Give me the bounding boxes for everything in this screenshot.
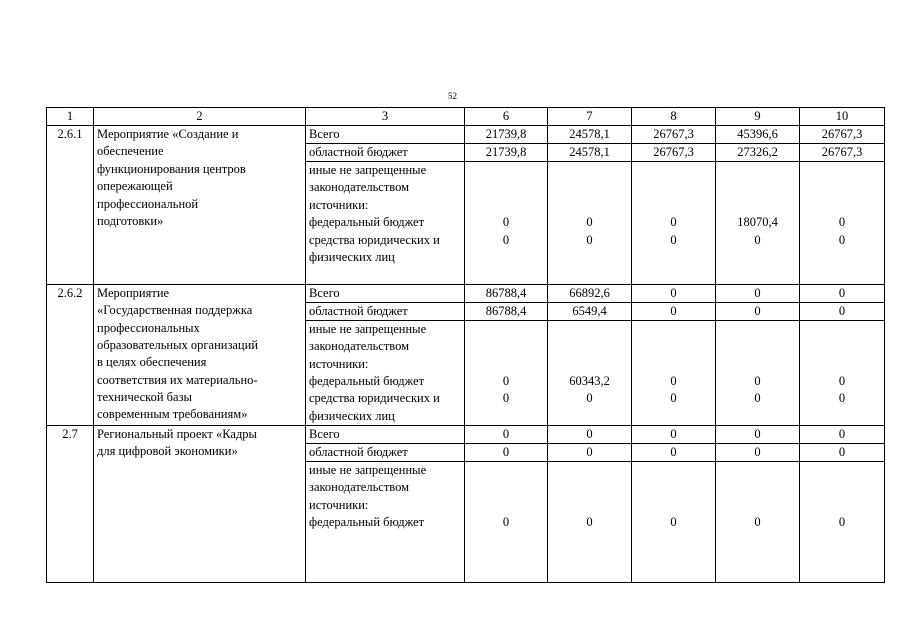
value-cell: 0	[800, 426, 885, 444]
source-line: иные не запрещенные	[309, 163, 427, 177]
value-stack	[548, 162, 632, 285]
value-cell: 0	[716, 284, 800, 302]
value-stack	[800, 162, 885, 285]
value-cell: 0	[502, 215, 510, 230]
value-cell: 0	[716, 426, 800, 444]
table-row	[47, 284, 885, 302]
value-cell: 26767,3	[800, 126, 885, 144]
source-label: Всего	[306, 284, 465, 302]
name-line: опережающей	[97, 179, 173, 194]
value-stack	[632, 162, 716, 285]
value-cell: 24578,1	[548, 144, 632, 162]
value-stack	[465, 320, 548, 425]
value-stack	[548, 320, 632, 425]
source-line: федеральный бюджет	[309, 215, 425, 230]
value-cell: 0	[838, 515, 846, 530]
row-name	[94, 126, 306, 285]
value-cell: 66892,6	[548, 284, 632, 302]
header-cell: 3	[306, 108, 465, 126]
value-stack	[465, 162, 548, 285]
table-row	[47, 426, 885, 444]
value-cell: 0	[632, 444, 716, 462]
name-line: Мероприятие «Создание и	[97, 127, 239, 141]
row-code: 2.6.1	[47, 126, 94, 285]
value-stack	[632, 462, 716, 583]
header-cell: 1	[47, 108, 94, 126]
value-cell: 0	[548, 426, 632, 444]
value-cell: 0	[502, 373, 510, 388]
source-line: средства юридических и	[309, 232, 440, 247]
value-cell: 0	[838, 373, 846, 388]
source-line: физических лиц	[309, 408, 395, 423]
value-cell: 0	[670, 373, 677, 388]
value-stack	[716, 320, 800, 425]
source-line: законодательством	[309, 180, 410, 195]
value-cell: 86788,4	[465, 302, 548, 320]
value-stack	[800, 462, 885, 583]
row-name	[94, 426, 306, 583]
name-line: Мероприятие	[97, 285, 170, 300]
other-sources	[306, 162, 465, 285]
source-line: средства юридических и	[309, 391, 440, 406]
value-cell: 0	[465, 426, 548, 444]
name-line: обеспечение	[97, 144, 164, 159]
value-cell: 0	[838, 232, 846, 247]
value-cell: 0	[838, 391, 846, 406]
source-line: источники:	[309, 197, 369, 212]
name-line: образовательных организаций	[97, 337, 259, 352]
name-line: подготовки»	[97, 213, 164, 228]
header-cell: 6	[465, 108, 548, 126]
value-cell: 0	[670, 515, 677, 530]
name-line: «Государственная поддержка	[97, 303, 253, 318]
value-cell: 0	[670, 232, 677, 247]
value-cell: 0	[716, 302, 800, 320]
source-line: иные не запрещенные	[309, 463, 427, 478]
value-cell: 0	[465, 444, 548, 462]
source-line: источники:	[309, 497, 369, 512]
value-cell: 26767,3	[632, 126, 716, 144]
value-cell: 0	[754, 373, 761, 388]
value-cell: 0	[502, 391, 510, 406]
value-stack	[632, 320, 716, 425]
value-stack	[716, 162, 800, 285]
value-cell: 0	[502, 515, 510, 530]
header-cell: 8	[632, 108, 716, 126]
value-cell: 0	[670, 215, 677, 230]
value-cell: 0	[670, 391, 677, 406]
value-cell: 21739,8	[465, 144, 548, 162]
source-line: федеральный бюджет	[309, 373, 425, 388]
header-cell: 9	[716, 108, 800, 126]
value-cell: 0	[800, 284, 885, 302]
value-cell: 0	[502, 232, 510, 247]
table-row	[47, 126, 885, 144]
source-label: областной бюджет	[306, 144, 465, 162]
value-cell: 0	[586, 515, 593, 530]
source-line: физических лиц	[309, 249, 395, 264]
other-sources	[306, 462, 465, 583]
name-line: технической базы	[97, 390, 192, 405]
value-cell: 0	[800, 444, 885, 462]
page-number: 52	[448, 91, 457, 101]
value-stack	[800, 320, 885, 425]
value-cell: 21739,8	[465, 126, 548, 144]
value-stack	[465, 462, 548, 583]
value-cell: 0	[586, 215, 593, 230]
other-sources	[306, 320, 465, 425]
value-cell: 0	[754, 515, 761, 530]
name-line: Региональный проект «Кадры	[97, 427, 257, 442]
value-cell: 0	[586, 232, 593, 247]
source-label: Всего	[306, 426, 465, 444]
source-line: федеральный бюджет	[309, 515, 425, 530]
row-code: 2.6.2	[47, 284, 94, 425]
budget-table	[46, 107, 885, 583]
value-cell: 60343,2	[569, 373, 610, 388]
header-cell: 2	[94, 108, 306, 126]
value-cell: 0	[632, 284, 716, 302]
row-code: 2.7	[47, 426, 94, 583]
name-line: в целях обеспечения	[97, 355, 207, 370]
source-line: законодательством	[309, 480, 410, 495]
value-cell: 0	[754, 232, 761, 247]
value-cell: 0	[800, 302, 885, 320]
header-row	[47, 108, 885, 126]
value-cell: 86788,4	[465, 284, 548, 302]
value-cell: 18070,4	[737, 215, 778, 230]
source-label: областной бюджет	[306, 444, 465, 462]
source-label: Всего	[306, 126, 465, 144]
value-cell: 27326,2	[716, 144, 800, 162]
value-cell: 0	[632, 302, 716, 320]
row-name	[94, 284, 306, 425]
header-cell: 10	[800, 108, 885, 126]
value-stack	[548, 462, 632, 583]
value-cell: 0	[754, 391, 761, 406]
value-cell: 45396,6	[716, 126, 800, 144]
value-cell: 6549,4	[548, 302, 632, 320]
name-line: для цифровой экономики»	[97, 444, 238, 459]
source-label: областной бюджет	[306, 302, 465, 320]
header-cell: 7	[548, 108, 632, 126]
source-line: источники:	[309, 356, 369, 371]
value-cell: 0	[838, 215, 846, 230]
name-line: профессиональной	[97, 196, 199, 211]
value-cell: 0	[716, 444, 800, 462]
value-cell: 26767,3	[800, 144, 885, 162]
value-cell: 0	[632, 426, 716, 444]
name-line: соответствия их материально-	[97, 372, 258, 387]
value-cell: 0	[548, 444, 632, 462]
name-line: профессиональных	[97, 320, 200, 335]
name-line: функционирования центров	[97, 161, 246, 176]
source-line: иные не запрещенные	[309, 321, 427, 336]
value-stack	[716, 462, 800, 583]
source-line: законодательством	[309, 339, 410, 354]
name-line: современным требованиям»	[97, 407, 248, 422]
value-cell: 0	[586, 391, 593, 406]
value-cell: 26767,3	[632, 144, 716, 162]
value-cell: 24578,1	[548, 126, 632, 144]
